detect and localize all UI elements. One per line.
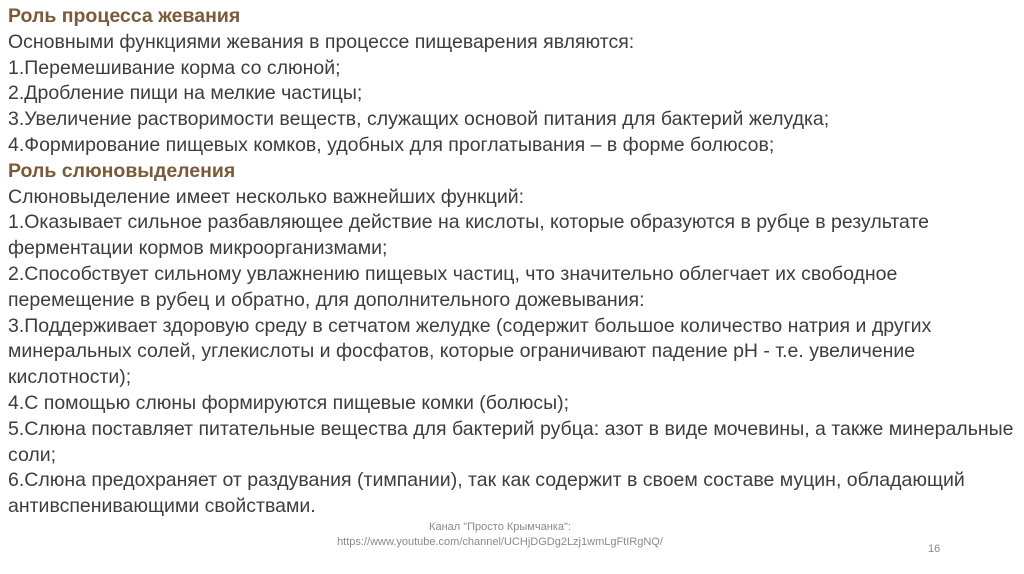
chewing-item-1: 1.Перемешивание корма со слюной; (8, 56, 341, 79)
channel-credit (330, 520, 670, 550)
salivation-item-4: 4.С помощью слюны формируются пищевые комки (болюсы); (8, 391, 570, 414)
section-heading-chewing: Роль процесса жевания (8, 5, 241, 27)
chewing-item-2: 2.Дробление пищи на мелкие частицы; (8, 82, 363, 105)
chewing-item-4: 4.Формирование пищевых комков, удобных для проглатывания – в форме болюсов; (8, 133, 775, 156)
channel-name: Канал "Просто Крымчанка": (429, 521, 571, 533)
chewing-item-3: 3.Увеличение растворимости веществ, служащих основой питания для бактерий желудка; (8, 108, 830, 131)
page-number: 16 (928, 543, 941, 555)
section-heading-salivation: Роль слюновыделения (8, 159, 236, 182)
salivation-item-5: 5.Слюна поставляет питательные вещества для бактерий рубца: азот в виде мочевины, а также минеральные соли; (8, 417, 1014, 466)
salivation-item-2: 2.Способствует сильному увлажнению пищевых частиц, что значительно облегчает их свободное перемещение в рубец и обратно, для дополнительного дожевывания: (8, 262, 898, 311)
salivation-item-6: 6.Слюна предохраняет от раздувания (тимпании), так как содержит в своем составе муцин, обладающий антивспенивающими свойствами. (8, 469, 965, 518)
channel-url: https://www.youtube.com/channel/UCHjDGDg2Lzj1wmLgFtIRgNQ/ (337, 536, 663, 548)
salivation-intro: Слюновыделение имеет несколько важнейших функций: (8, 185, 525, 208)
chewing-intro: Основными функциями жевания в процессе пищеварения являются: (8, 30, 635, 53)
salivation-item-3: 3.Поддерживает здоровую среду в сетчатом желудке (содержит большое количество натрия и других минеральных солей, углекислоты и фосфатов, которые ограничивают падение pH - т.е. увеличение кислотности); (8, 314, 932, 389)
slide-content (8, 4, 1014, 520)
salivation-item-1: 1.Оказывает сильное разбавляющее действие на кислоты, которые образуются в рубце в результате ферментации кормов микроорганизмами; (8, 211, 930, 260)
